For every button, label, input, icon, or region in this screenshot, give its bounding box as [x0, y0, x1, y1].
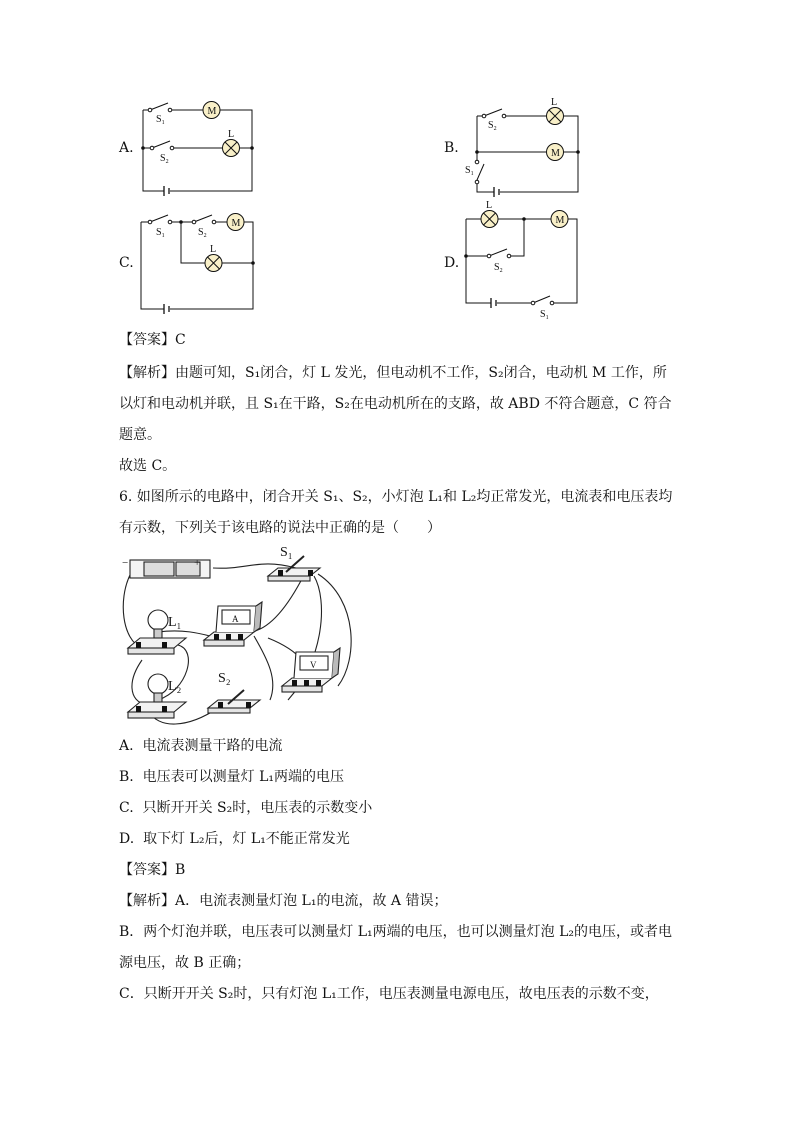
q6-stem-line2: 有示数，下列关于该电路的说法中正确的是（ ）: [119, 520, 441, 536]
c-s2-label: $S_2$: [198, 227, 207, 239]
q6-analysis-c: C．只断开开关 S₂时，只有灯泡 L₁工作，电压表测量电源电压，故电压表的示数不变，: [119, 986, 659, 1002]
q6-analysis-b2: 源电压，故 B 正确；: [119, 955, 251, 971]
q5-answer: 【答案】C: [119, 332, 186, 348]
d-motor-label: M: [555, 215, 565, 226]
option-c-label: C.: [119, 255, 134, 271]
q6-option-d: D. 取下灯 L₂后，灯 L₁不能正常发光: [119, 831, 350, 847]
battery-plus-label: +: [194, 557, 201, 569]
q6-stem-line1: 6. 如图所示的电路中，闭合开关 S₁、S₂，小灯泡 L₁和 L₂均正常发光，电流表和电压表均: [119, 489, 673, 505]
b-lamp-label: L: [551, 97, 558, 108]
a-s1-label: $S_1$: [156, 114, 165, 126]
d-s2-label: $S_2$: [494, 262, 503, 274]
a-lamp-label: L: [228, 129, 235, 140]
c-lamp-label: L: [210, 244, 217, 255]
fig-l2-label: L₂: [168, 679, 182, 694]
d-s1-label: $S_1$: [540, 309, 549, 321]
option-circuit-diagrams: [0, 0, 794, 330]
a-motor-label: M: [207, 106, 217, 117]
q6-circuit-figure: [118, 540, 368, 730]
a-s2-label: $S_2$: [160, 153, 169, 165]
q6-answer: 【答案】B: [119, 862, 186, 878]
d-lamp-label: L: [486, 200, 493, 211]
q5-analysis-line3: 题意。: [119, 427, 161, 443]
fig-ammeter-label: A: [232, 614, 239, 624]
q5-analysis-line1: 【解析】由题可知，S₁闭合，灯 L 发光，但电动机不工作，S₂闭合，电动机 M 工作，所: [119, 365, 667, 381]
fig-s1-label: S₁: [280, 545, 293, 560]
option-a-label: A.: [119, 140, 134, 156]
q6-option-a: A. 电流表测量干路的电流: [119, 738, 283, 754]
b-s1-label: $S_1$: [465, 165, 474, 177]
c-s1-label: $S_1$: [156, 227, 165, 239]
q6-analysis-a: 【解析】A．电流表测量灯泡 L₁的电流，故 A 错误；: [119, 893, 448, 909]
b-motor-label: M: [551, 148, 560, 159]
q6-option-c: C. 只断开开关 S₂时，电压表的示数变小: [119, 800, 373, 816]
q5-conclusion: 故选 C。: [119, 458, 177, 474]
fig-s2-label: S₂: [218, 671, 231, 686]
option-b-label: B.: [444, 140, 459, 156]
q6-option-b: B. 电压表可以测量灯 L₁两端的电压: [119, 769, 345, 785]
c-motor-label: M: [231, 218, 241, 229]
fig-l1-label: L₁: [168, 615, 182, 630]
battery-minus-label: −: [122, 557, 129, 569]
q6-analysis-b1: B．两个灯泡并联，电压表可以测量灯 L₁两端的电压，也可以测量灯泡 L₂的电压，或者电: [119, 924, 673, 940]
fig-voltmeter-label: V: [310, 660, 317, 670]
q5-analysis-line2: 以灯和电动机并联，且 S₁在干路，S₂在电动机所在的支路，故 ABD 不符合题意，C 符合: [119, 396, 672, 412]
option-d-label: D.: [444, 255, 460, 271]
b-s2-label: $S_2$: [488, 120, 497, 132]
